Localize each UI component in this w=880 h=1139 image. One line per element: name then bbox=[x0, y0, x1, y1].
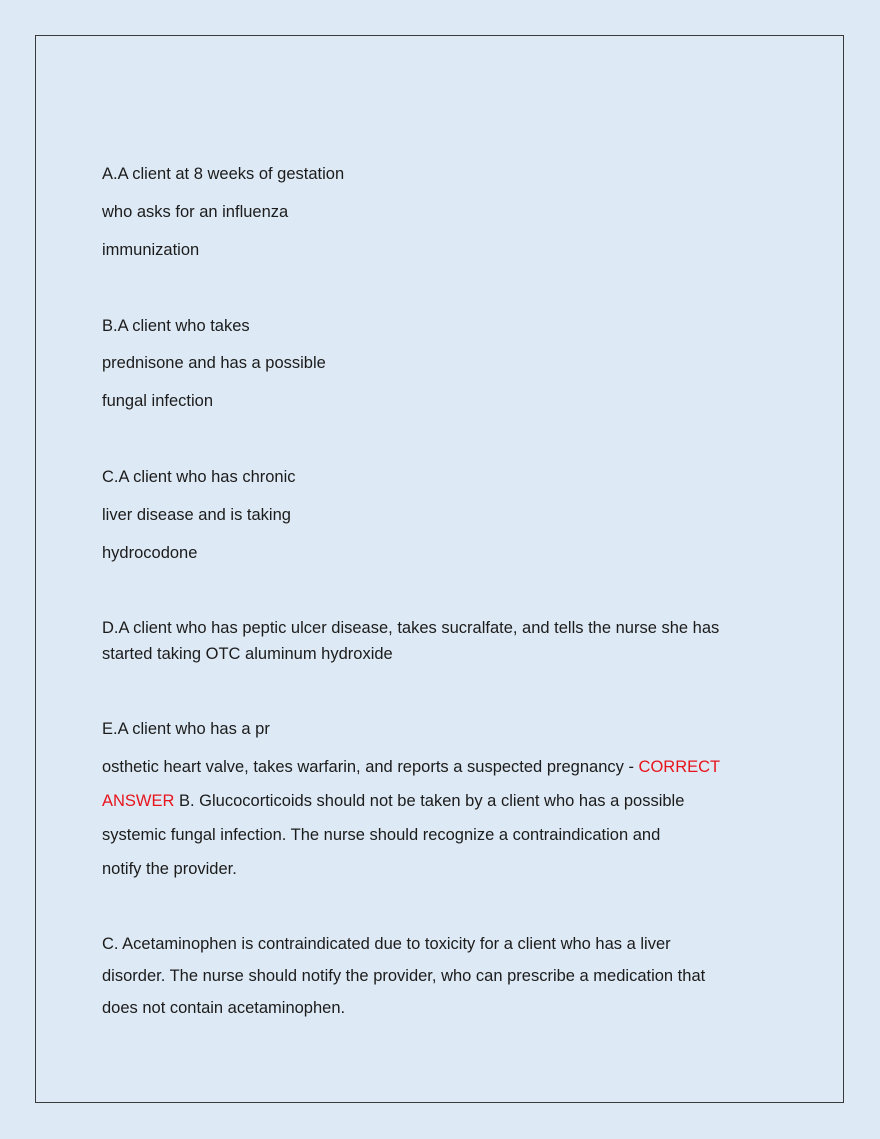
option-c-line-1: C.A client who has chronic bbox=[102, 468, 296, 486]
option-a-line-2: who asks for an influenza bbox=[102, 203, 289, 221]
rationale-c-line-2: disorder. The nurse should notify the provider, who can prescribe a medication that bbox=[102, 967, 706, 985]
option-e-line-2 bbox=[102, 754, 720, 780]
option-e-line-1: E.A client who has a pr bbox=[102, 720, 270, 738]
option-c-line-3: hydrocodone bbox=[102, 544, 198, 562]
answer-label: ANSWER bbox=[102, 792, 175, 810]
answer-line-1-text: B. Glucocorticoids should not be taken by a client who has a possible bbox=[174, 792, 685, 810]
option-d-text: D.A client who has peptic ulcer disease, takes sucralfate, and tells the nurse she has started taking OTC aluminum hydroxide bbox=[102, 619, 720, 663]
answer-line-1 bbox=[102, 788, 684, 814]
correct-label: CORRECT bbox=[638, 758, 721, 776]
option-e-line-2-text: osthetic heart valve, takes warfarin, and reports a suspected pregnancy - bbox=[102, 758, 639, 776]
option-a-line-3: immunization bbox=[102, 241, 200, 259]
rationale-c-line-3: does not contain acetaminophen. bbox=[102, 999, 346, 1017]
answer-line-2: systemic fungal infection. The nurse should recognize a contraindication and bbox=[102, 826, 661, 844]
option-a-line-1: A.A client at 8 weeks of gestation bbox=[102, 165, 345, 183]
answer-line-3: notify the provider. bbox=[102, 860, 237, 878]
option-c-line-2: liver disease and is taking bbox=[102, 506, 291, 524]
option-b-line-1: B.A client who takes bbox=[102, 317, 250, 335]
rationale-c-line-1: C. Acetaminophen is contraindicated due to toxicity for a client who has a liver bbox=[102, 935, 671, 953]
option-b-line-2: prednisone and has a possible bbox=[102, 354, 326, 372]
option-b-line-3: fungal infection bbox=[102, 392, 213, 410]
